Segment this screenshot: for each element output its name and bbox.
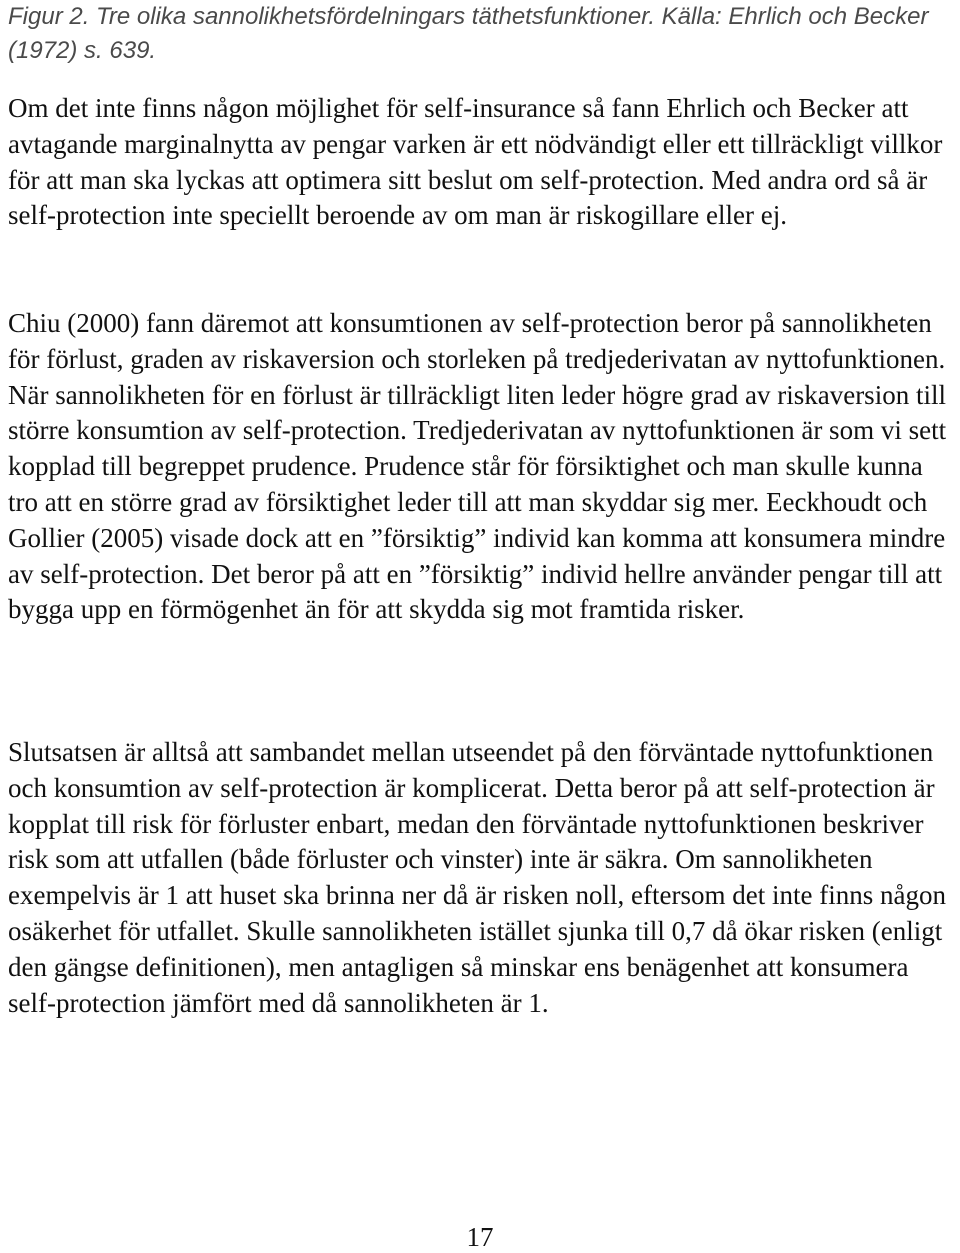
paragraph-chiu-2000: Chiu (2000) fann däremot att konsumtionen av self-protection beror på sannolikheten för förlust, graden av riskaversion och storleken på tredjederivatan av nyttofunktionen. När sannolikheten för en förlust är tillräckligt liten leder högre grad av riskaversion till större konsumtion av self-protection. Tredjederivatan av nyttofunktionen är som vi sett kopplad till begreppet prudence. Prudence står för försiktighet och man skulle kunna tro att en större grad av försiktighet leder till att man skyddar sig mer. Eeckhoudt och Gollier (2005) visade dock att en ”försiktig” individ kan komma att konsumera mindre av self-protection. Det beror på att en ”försiktig” individ hellre använder pengar till att bygga upp en förmögenhet än för att skydda sig mot framtida risker. bbox=[8, 308, 947, 625]
paragraph-conclusion: Slutsatsen är alltså att sambandet mellan utseendet på den förväntade nyttofunktionen och konsumtion av self-protection är komplicerat. Detta beror på att self-protection är kopplat till risk för förluster enbart, medan den förväntade nyttofunktionen beskriver risk som att utfallen (både förluster och vinster) inte är säkra. Om sannolikheten exempelvis är 1 att huset ska brinna ner då är risken noll, eftersom det inte finns någon osäkerhet för utfallet. Skulle sannolikheten istället sjunka till 0,7 då ökar risken (enligt den gängse definitionen), men antagligen så minskar ens benägenhet att konsumera self-protection jämfört med då sannolikheten är 1. bbox=[8, 737, 946, 1018]
paragraph-self-insurance: Om det inte finns någon möjlighet för self-insurance så fann Ehrlich och Becker att avtagande marginalnytta av pengar varken är ett nödvändigt eller ett tillräckligt villkor för att man ska lyckas att optimera sitt beslut om self-protection. Med andra ord så är self-protection inte speciellt beroende av om man är riskogillare eller ej. bbox=[8, 93, 943, 231]
figure-caption: Figur 2. Tre olika sannolikhetsfördelningars täthetsfunktioner. Källa: Ehrlich och Becker (1972) s. 639. bbox=[8, 3, 929, 64]
page-number: 17 bbox=[466, 1222, 494, 1252]
